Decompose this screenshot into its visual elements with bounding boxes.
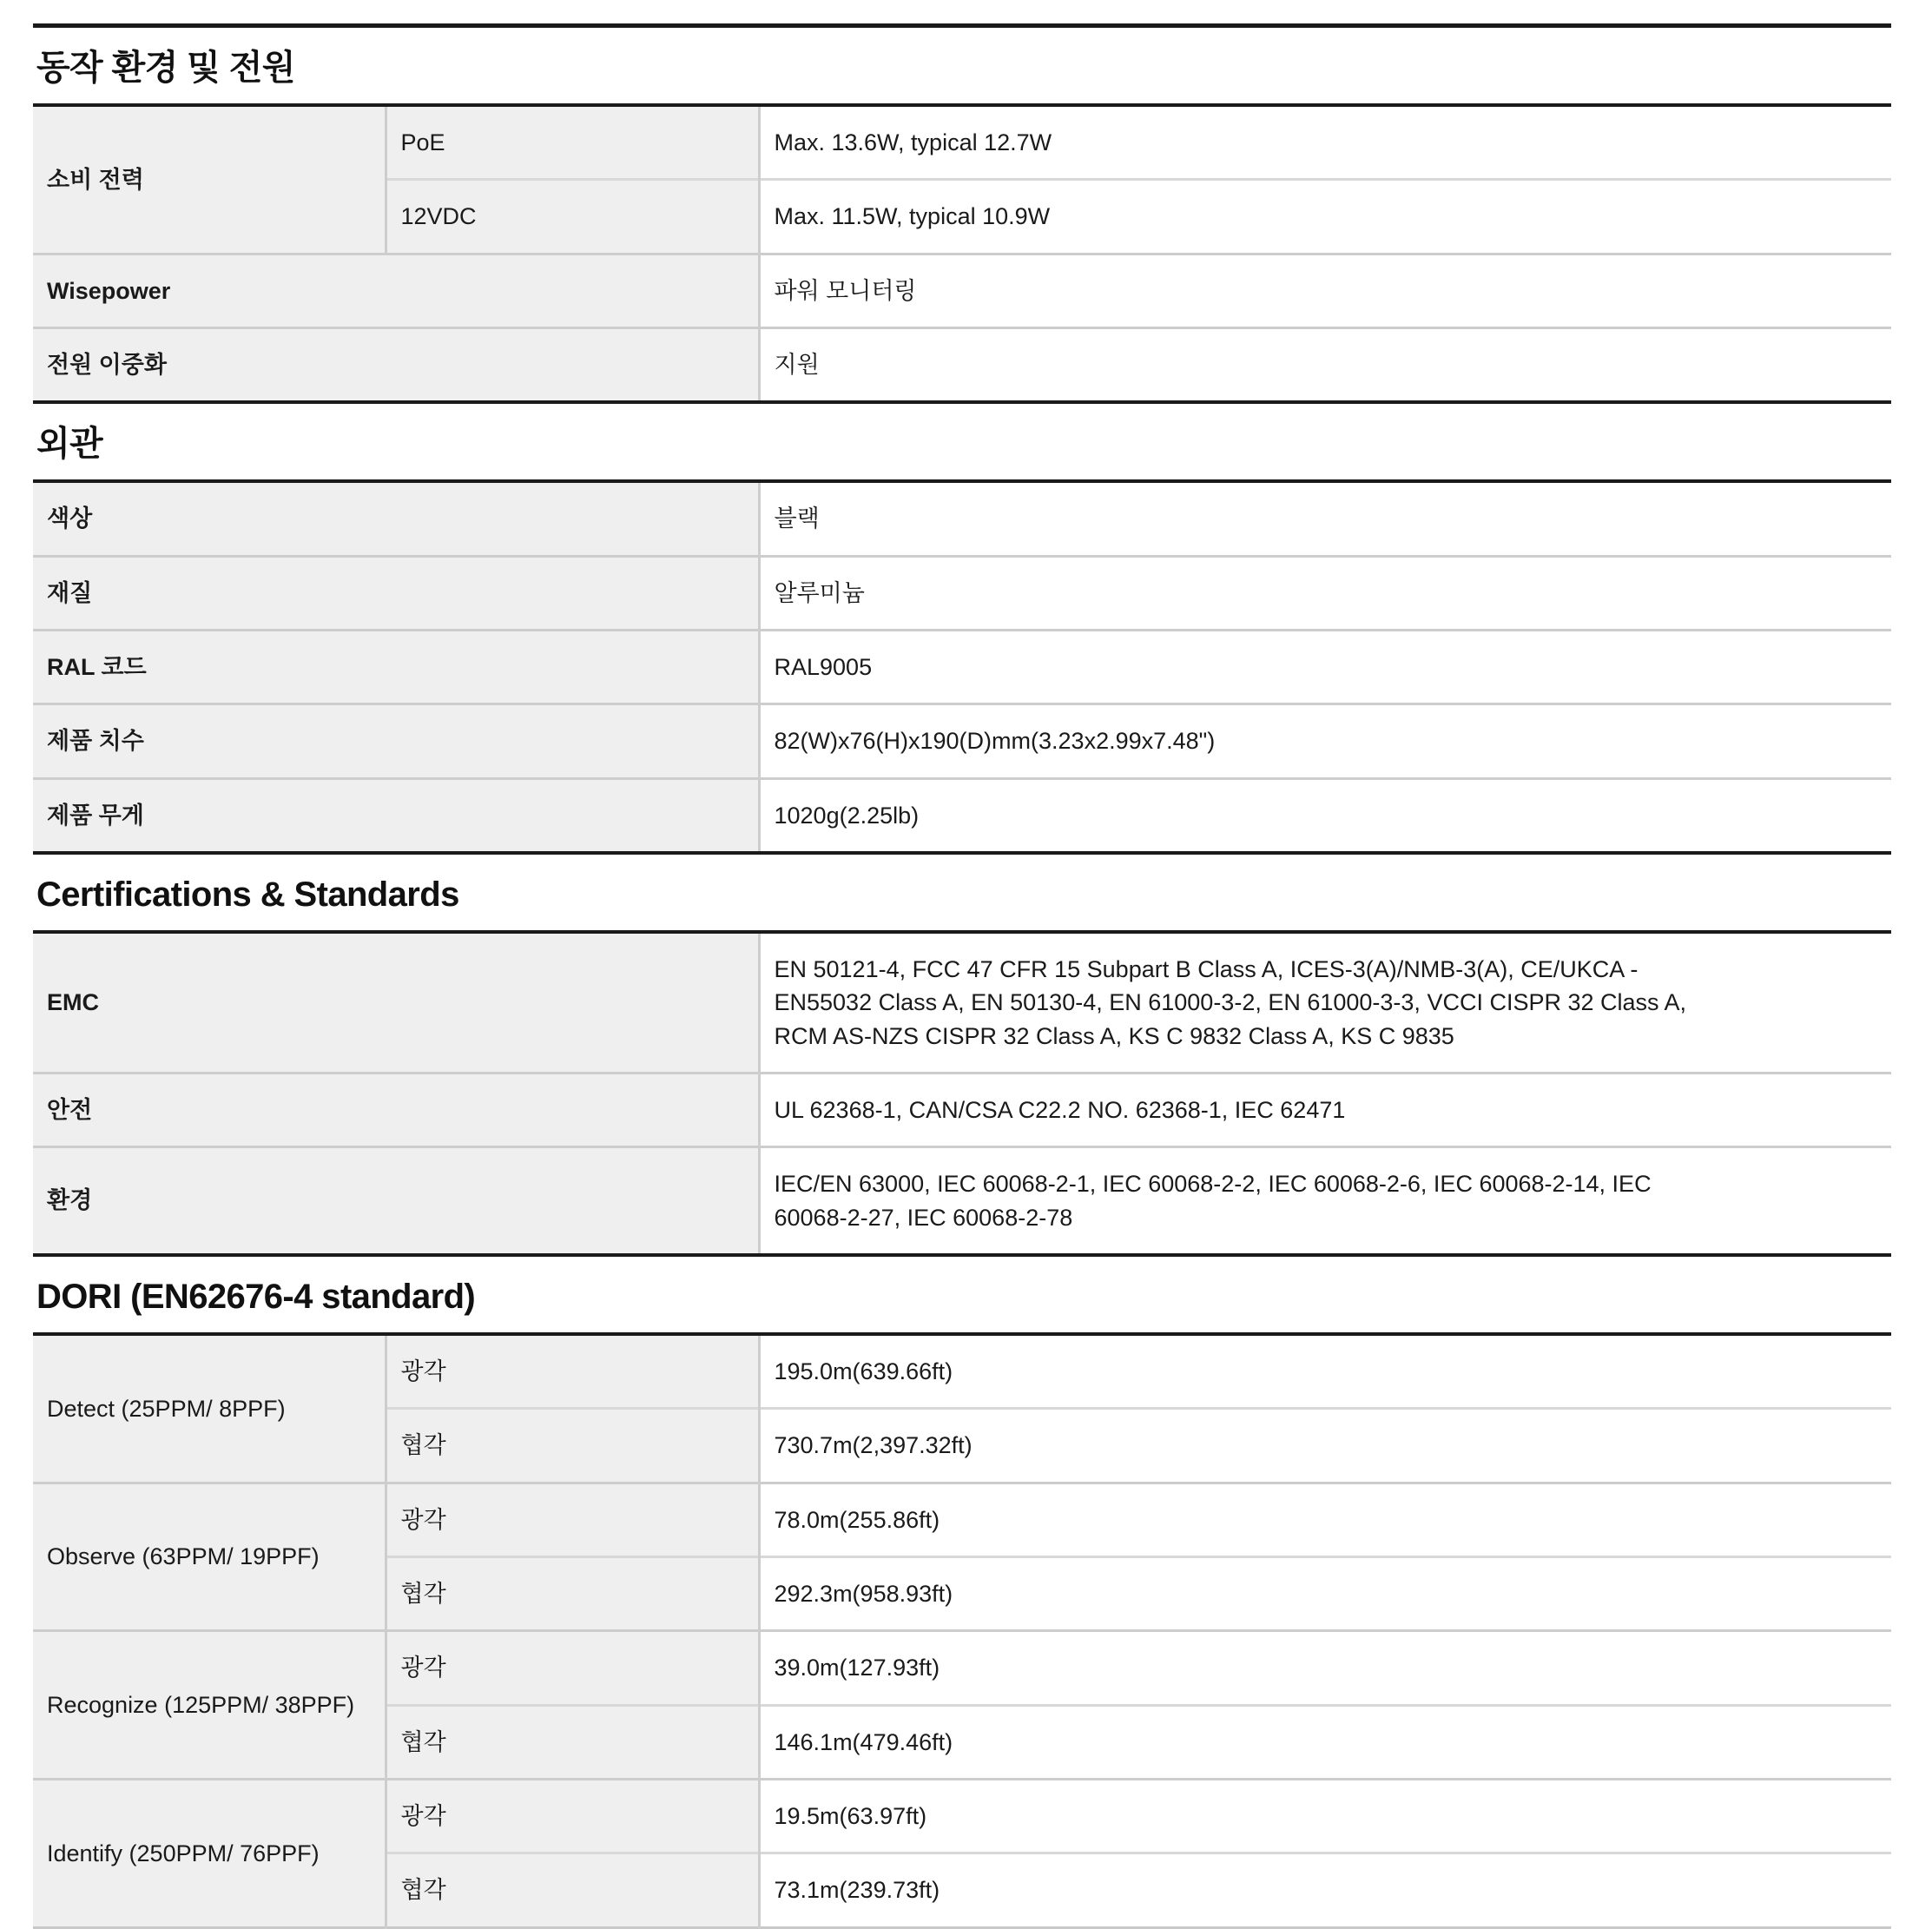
- row-label: 색상: [33, 481, 759, 556]
- row-value: 19.5m(63.97ft): [759, 1779, 1891, 1853]
- row-value: 블랙: [759, 481, 1891, 556]
- table-row: [33, 1779, 1891, 1853]
- appearance-table: [33, 479, 1891, 855]
- row-sublabel: 협각: [386, 1556, 759, 1630]
- value-line: UL 62368-1, CAN/CSA C22.2 NO. 62368-1, IEC 62471: [774, 1096, 1346, 1123]
- table-row: [33, 254, 1891, 327]
- row-value: 39.0m(127.93ft): [759, 1631, 1891, 1705]
- value-line: 60068-2-27, IEC 60068-2-78: [774, 1204, 1073, 1231]
- row-label: 제품 치수: [33, 704, 759, 778]
- row-value: 146.1m(479.46ft): [759, 1705, 1891, 1779]
- table-row: [33, 778, 1891, 853]
- row-value: 파워 모니터링: [759, 254, 1891, 327]
- row-value: 73.1m(239.73ft): [759, 1853, 1891, 1927]
- table-row: [33, 1334, 1891, 1409]
- table-row: [33, 932, 1891, 1073]
- row-sublabel: 광각: [386, 1334, 759, 1409]
- section-title-dori: DORI (EN62676-4 standard): [36, 1277, 476, 1316]
- row-sublabel: 광각: [386, 1779, 759, 1853]
- row-label: EMC: [33, 932, 759, 1073]
- table-row: [33, 327, 1891, 402]
- value-line: EN 50121-4, FCC 47 CFR 15 Subpart B Class A, ICES-3(A)/NMB-3(A), CE/UKCA -: [774, 955, 1639, 982]
- row-sublabel: 협각: [386, 1705, 759, 1779]
- dori-group-label: Observe (63PPM/ 19PPF): [33, 1483, 386, 1631]
- row-value: 195.0m(639.66ft): [759, 1334, 1891, 1409]
- section-title-certifications: Certifications & Standards: [36, 875, 459, 914]
- row-value: 82(W)x76(H)x190(D)mm(3.23x2.99x7.48"): [759, 704, 1891, 778]
- table-row: [33, 630, 1891, 704]
- section-title-appearance: 외관: [36, 425, 103, 464]
- table-row: [33, 556, 1891, 630]
- row-sublabel: 협각: [386, 1853, 759, 1927]
- dori-group-label: Recognize (125PPM/ 38PPF): [33, 1631, 386, 1780]
- row-value: 730.7m(2,397.32ft): [759, 1409, 1891, 1483]
- table-row: [33, 1147, 1891, 1255]
- table-row: [33, 1631, 1891, 1705]
- dori-group-label: Identify (250PPM/ 76PPF): [33, 1779, 386, 1927]
- power-table: [33, 103, 1891, 404]
- row-label: 전원 이중화: [33, 327, 759, 402]
- row-value: [759, 1147, 1891, 1255]
- row-value: [759, 1073, 1891, 1146]
- table-row: [33, 704, 1891, 778]
- dori-table: [33, 1332, 1891, 1929]
- certifications-table: [33, 930, 1891, 1257]
- row-sublabel: 광각: [386, 1483, 759, 1556]
- row-value: 지원: [759, 327, 1891, 402]
- row-value: 292.3m(958.93ft): [759, 1556, 1891, 1630]
- row-value: 알루미늄: [759, 556, 1891, 630]
- row-label: 소비 전력: [33, 105, 386, 254]
- row-value: [759, 932, 1891, 1073]
- row-sublabel: PoE: [386, 105, 759, 180]
- row-value: 1020g(2.25lb): [759, 778, 1891, 853]
- row-value: 78.0m(255.86ft): [759, 1483, 1891, 1556]
- row-sublabel: 12VDC: [386, 180, 759, 254]
- value-line: EN55032 Class A, EN 50130-4, EN 61000-3-2, EN 61000-3-3, VCCI CISPR 32 Class A,: [774, 989, 1687, 1016]
- row-label: 안전: [33, 1073, 759, 1146]
- spec-sheet-page: [0, 23, 1932, 1904]
- row-sublabel: 광각: [386, 1631, 759, 1705]
- table-row: [33, 481, 1891, 556]
- section-title-power: 동작 환경 및 전원: [36, 49, 295, 87]
- row-label: RAL 코드: [33, 630, 759, 704]
- row-value: Max. 13.6W, typical 12.7W: [759, 105, 1891, 180]
- table-row: [33, 1483, 1891, 1556]
- row-label: 환경: [33, 1147, 759, 1255]
- row-value: Max. 11.5W, typical 10.9W: [759, 180, 1891, 254]
- table-row: [33, 1073, 1891, 1146]
- dori-group-label: Detect (25PPM/ 8PPF): [33, 1334, 386, 1483]
- row-label: Wisepower: [33, 254, 759, 327]
- row-label: 제품 무게: [33, 778, 759, 853]
- row-label: 재질: [33, 556, 759, 630]
- value-line: RCM AS-NZS CISPR 32 Class A, KS C 9832 Class A, KS C 9835: [774, 1022, 1454, 1049]
- row-value: RAL9005: [759, 630, 1891, 704]
- value-line: IEC/EN 63000, IEC 60068-2-1, IEC 60068-2-2, IEC 60068-2-6, IEC 60068-2-14, IEC: [774, 1171, 1652, 1198]
- row-sublabel: 협각: [386, 1409, 759, 1483]
- table-row: [33, 105, 1891, 180]
